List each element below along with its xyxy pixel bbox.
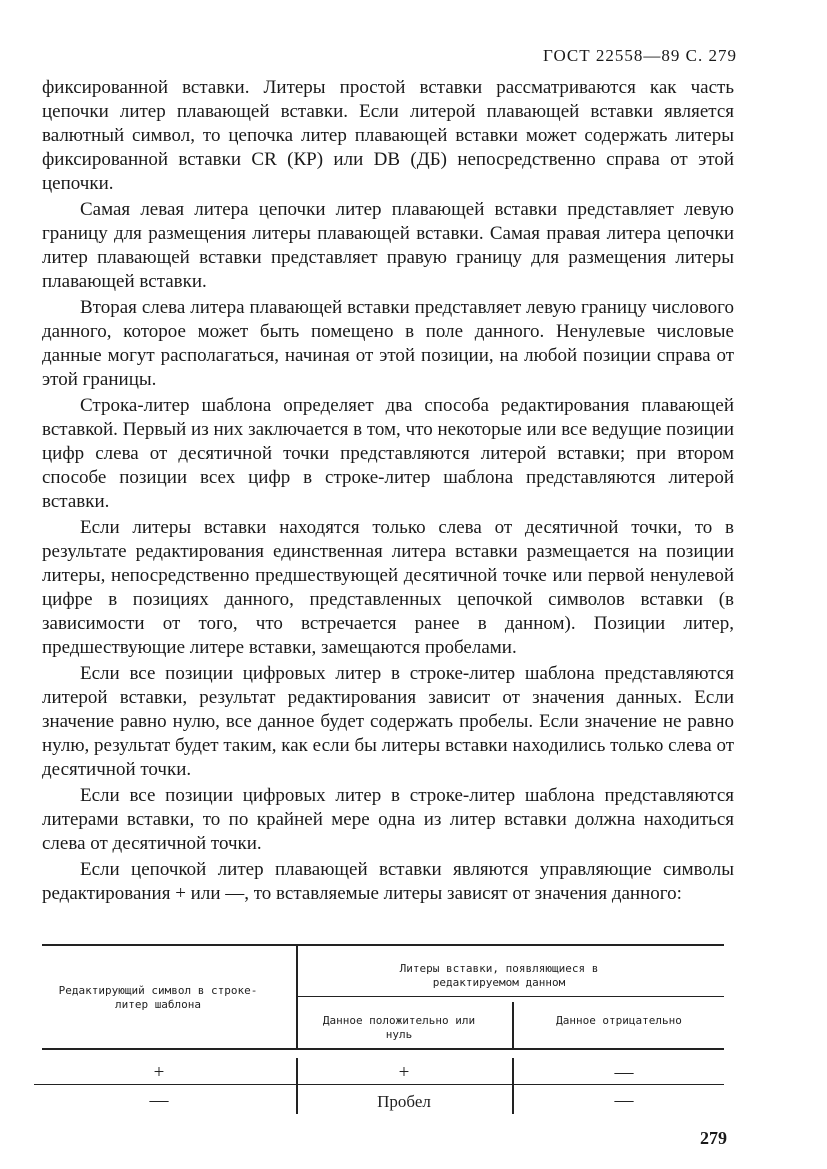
table-cell-negative: — [614,1090,634,1111]
table-cell-negative: — [614,1062,634,1083]
col-header-symbol: Редактирующий символ в строке-литер шаблона [58,984,258,1011]
table-top-rule [42,944,724,946]
table-divider [296,944,298,1050]
table-cell-symbol: — [149,1090,169,1111]
table-cell-positive: + [398,1062,410,1083]
paragraph: фиксированной вставки. Литеры простой вставки рассматриваются как часть цепочки литер плавающей вставки. Если литерой плавающей вставки является валютный символ, то цепочка литер плавающей вставки может содержать литеры фиксированной вставки CR (КР) или DB (ДБ) непосредственно справа от этой цепочки. [42,77,734,194]
paragraph: Если все позиции цифровых литер в строке-литер шаблона представляются литерами вставки, то по крайней мере одна из литер вставки должна находиться слева от десятичной точки. [42,785,734,854]
paragraph: Если цепочкой литер плавающей вставки являются управляющие символы редактирования + или —, то вставляемые литеры зависят от значения данного: [42,859,734,904]
paragraph: Строка-литер шаблона определяет два способа редактирования плавающей вставкой. Первый из них заключается в том, что некоторые или все ведущие позиции цифр слева от десятичной точки представляются литерой вставки; при втором способе позиции всех цифр в строке-литер шаблона представляются литерой вставки. [42,395,734,512]
table-cell-positive: Пробел [377,1092,431,1111]
paragraph: Самая левая литера цепочки литер плавающей вставки представляет левую границу для размещения литеры плавающей вставки. Самая правая литера цепочки литер плавающей вставки представляет правую границу для размещения литеры плавающей вставки. [42,199,734,292]
page-number: 279 [700,1128,727,1148]
col-header-group: Литеры вставки, появляющиеся в редактируемом данном [399,962,599,989]
page-header: ГОСТ 22558—89 С. 279 [543,46,737,65]
col-header-positive: Данное положительно или нуль [322,1014,476,1041]
table-divider [296,1058,298,1114]
table-group-rule [298,996,724,997]
table-header-rule [42,1048,724,1050]
table-row-rule [34,1084,724,1085]
table-cell-symbol: + [153,1062,165,1083]
paragraph: Вторая слева литера плавающей вставки представляет левую границу числового данного, которое может быть помещено в поле данного. Ненулевые числовые данные могут располагаться, начиная от этой позиции, на любой позиции справа от этой границы. [42,297,734,390]
col-header-negative: Данное отрицательно [556,1014,682,1027]
paragraph: Если все позиции цифровых литер в строке-литер шаблона представляются литерой вставки, результат редактирования зависит от значения данных. Если значение равно нулю, все данное будет содержать пробелы. Если значение не равно нулю, результат будет таким, как если бы литеры вставки находились только слева от десятичной точки. [42,663,734,780]
table-divider [512,1058,514,1114]
paragraph: Если литеры вставки находятся только слева от десятичной точки, то в результате редактирования единственная литера вставки размещается на позиции литеры, непосредственно предшествующей десятичной точке или первой ненулевой цифре в позициях данного, представленных цепочкой символов вставки (в зависимости от того, что встречается ранее в данном). Позиции литер, предшествующие литере вставки, замещаются пробелами. [42,517,734,658]
table-divider [512,1002,514,1050]
body-text [42,76,734,906]
